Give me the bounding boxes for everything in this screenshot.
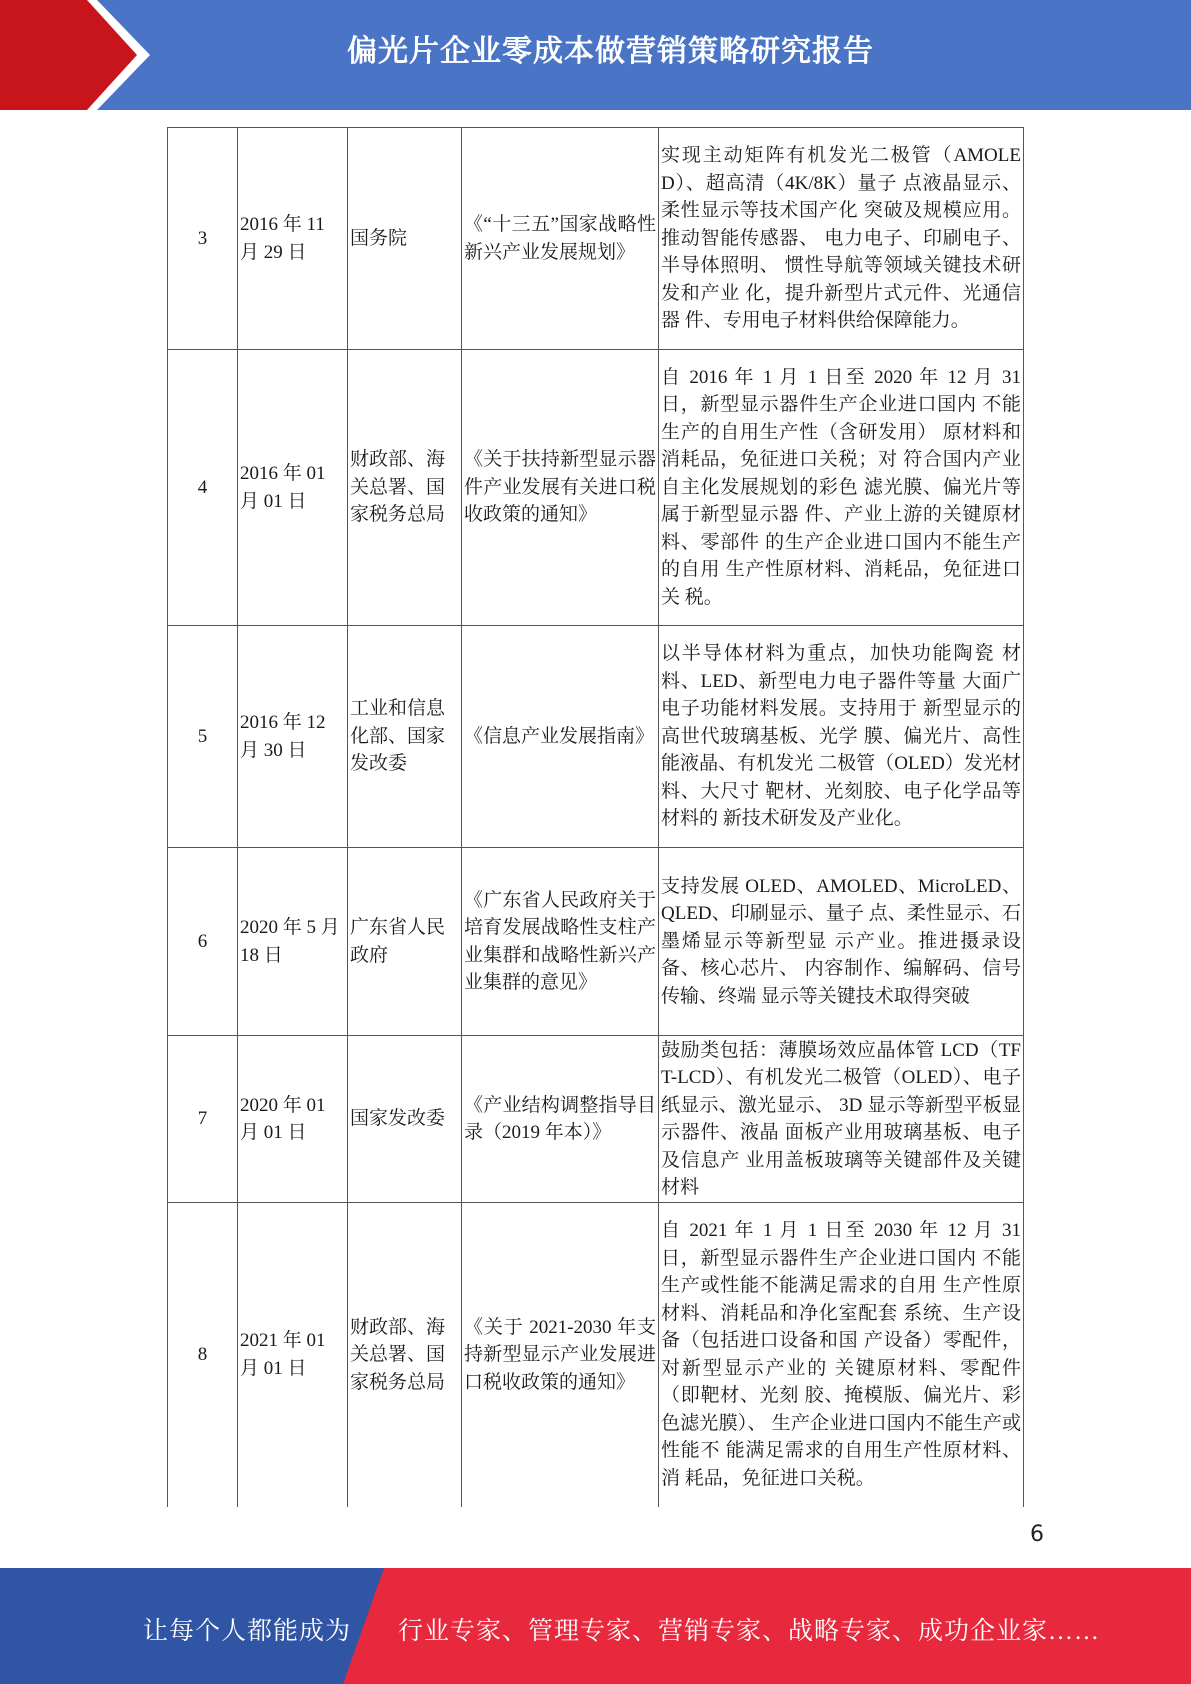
row-number: 4 xyxy=(168,350,238,626)
issuing-agency: 国家发改委 xyxy=(348,1036,462,1203)
policy-content: 自 2021 年 1 月 1 日至 2030 年 12 月 31 日，新型显示器件生产企业进口国内 不能生产或性能不能满足需求的自用 生产性原材料、消耗品和净化室配套 系统、生产设备（包括进口设备和国 产设备）零配件，对新型显示产业的 关键原材料、零配件（即靶材、光刻 胶、掩模版、偏光片、彩色滤光膜）、 生产企业进口国内不能生产或性能不 能满足需求的自用生产性原材料、消 耗品，免征进口关税。 xyxy=(659,1203,1024,1507)
policy-content: 自 2016 年 1 月 1 日至 2020 年 12 月 31 日，新型显示器件生产企业进口国内 不能生产的自用生产性（含研发用） 原材料和消耗品，免征进口关税；对 符合国内产业自主化发展规划的彩色 滤光膜、偏光片等属于新型显示器 件、产业上游的关键原材料、零部件 的生产企业进口国内不能生产的自用 生产性原材料、消耗品，免征进口关 税。 xyxy=(659,350,1024,626)
row-number: 3 xyxy=(168,128,238,350)
issuing-agency: 工业和信息化部、国家发改委 xyxy=(348,626,462,848)
policy-content: 以半导体材料为重点，加快功能陶瓷 材料、LED、新型电力电子器件等量 大面广电子功能材料发展。支持用于 新型显示的高世代玻璃基板、光学 膜、偏光片、高性能液晶、有机发光 二极管（OLED）发光材料、大尺寸 靶材、光刻胶、电子化学品等材料的 新技术研发及产业化。 xyxy=(659,626,1024,848)
table-row xyxy=(168,128,1024,350)
issuing-agency: 财政部、海关总署、国家税务总局 xyxy=(348,350,462,626)
issue-date: 2021 年 01 月 01 日 xyxy=(238,1203,348,1507)
issuing-agency: 财政部、海关总署、国家税务总局 xyxy=(348,1203,462,1507)
table-row xyxy=(168,350,1024,626)
policy-content: 鼓励类包括：薄膜场效应晶体管 LCD（TFT-LCD）、有机发光二极管（OLED）、电子纸显示、激光显示、 3D 显示等新型平板显示器件、液晶 面板产业用玻璃基板、电子及信息产 业用盖板玻璃等关键部件及关键材料 xyxy=(659,1036,1024,1203)
policy-document: 《关于 2021-2030 年支持新型显示产业发展进口税收政策的通知》 xyxy=(462,1203,659,1507)
report-title: 偏光片企业零成本做营销策略研究报告 xyxy=(347,34,874,69)
policy-content: 支持发展 OLED、AMOLED、MicroLED、QLED、印刷显示、量子 点、柔性显示、石墨烯显示等新型显 示产业。推进摄录设备、核心芯片、 内容制作、编解码、信号传输、终端 显示等关键技术取得突破 xyxy=(659,848,1024,1036)
policy-document: 《信息产业发展指南》 xyxy=(462,626,659,848)
footer-slogan-right: 行业专家、管理专家、营销专家、战略专家、成功企业家…… xyxy=(398,1618,1101,1645)
table-row xyxy=(168,848,1024,1036)
table-row xyxy=(168,626,1024,848)
policy-document: 《产业结构调整指导目录（2019 年本）》 xyxy=(462,1036,659,1203)
footer-slogan-left: 让每个人都能成为 xyxy=(143,1618,352,1645)
row-number: 8 xyxy=(168,1203,238,1507)
issuing-agency: 国务院 xyxy=(348,128,462,350)
policy-document: 《“十三五”国家战略性新兴产业发展规划》 xyxy=(462,128,659,350)
issue-date: 2020 年 5 月 18 日 xyxy=(238,848,348,1036)
footer-band xyxy=(0,1568,1191,1684)
issue-date: 2020 年 01 月 01 日 xyxy=(238,1036,348,1203)
row-number: 6 xyxy=(168,848,238,1036)
issue-date: 2016 年 01 月 01 日 xyxy=(238,350,348,626)
row-number: 7 xyxy=(168,1036,238,1203)
table-row xyxy=(168,1203,1024,1507)
row-number: 5 xyxy=(168,626,238,848)
page-number: 6 xyxy=(1030,1522,1044,1547)
policy-table xyxy=(167,127,1024,1507)
issuing-agency: 广东省人民政府 xyxy=(348,848,462,1036)
header-band xyxy=(0,0,1191,110)
issue-date: 2016 年 11 月 29 日 xyxy=(238,128,348,350)
policy-content: 实现主动矩阵有机发光二极管（AMOLED）、超高清（4K/8K）量子 点液晶显示、柔性显示等技术国产化 突破及规模应用。推动智能传感器、 电力电子、印刷电子、半导体照明、 惯性导航等领域关键技术研发和产业 化，提升新型片式元件、光通信器 件、专用电子材料供给保障能力。 xyxy=(659,128,1024,350)
policy-document: 《广东省人民政府关于培育发展战略性支柱产业集群和战略性新兴产业集群的意见》 xyxy=(462,848,659,1036)
table-row xyxy=(168,1036,1024,1203)
policy-document: 《关于扶持新型显示器件产业发展有关进口税收政策的通知》 xyxy=(462,350,659,626)
issue-date: 2016 年 12 月 30 日 xyxy=(238,626,348,848)
